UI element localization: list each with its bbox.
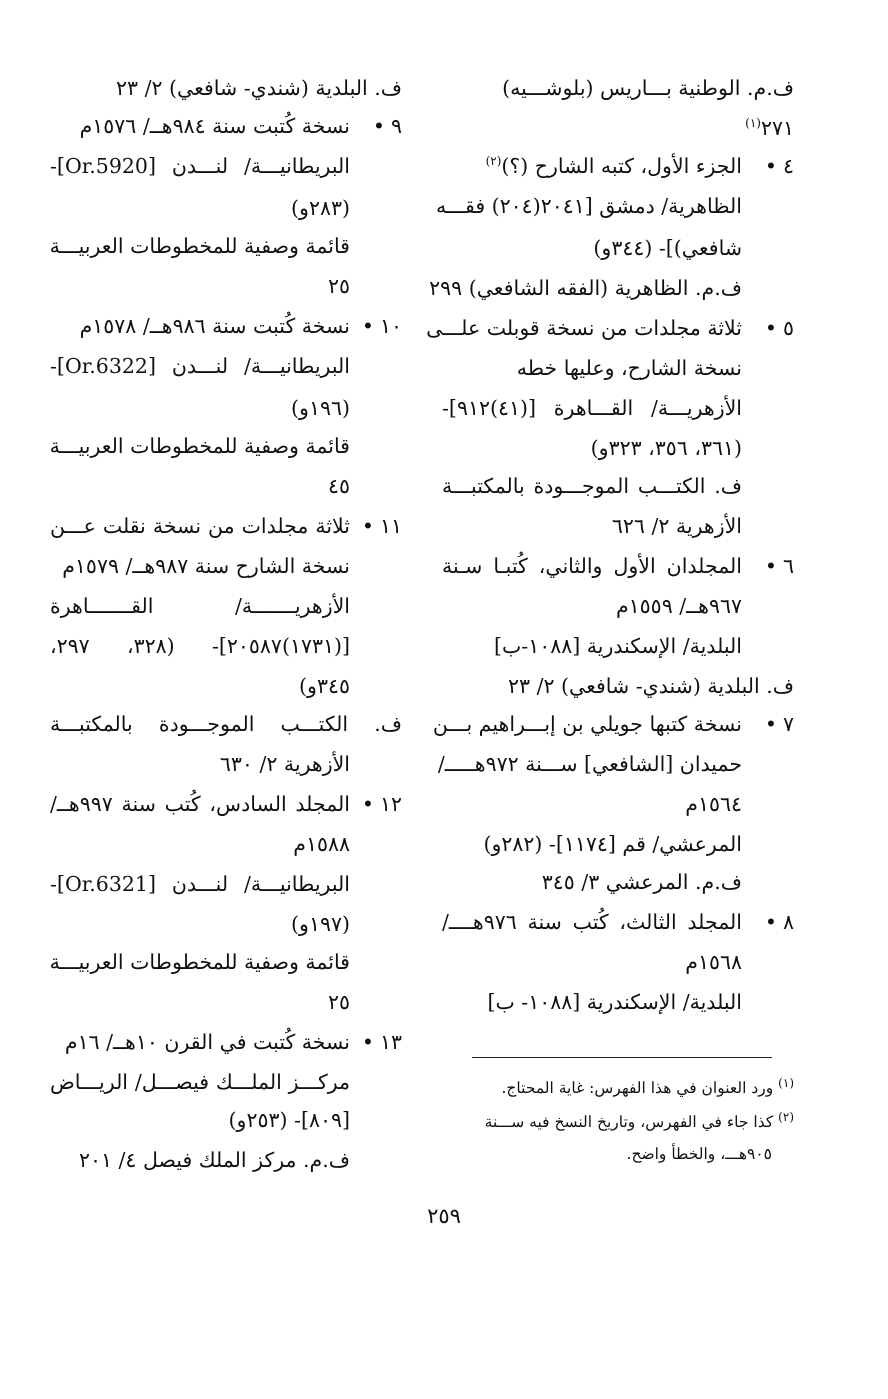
entry-number: ٧ (782, 712, 794, 736)
entry-5-line-1 (426, 308, 794, 348)
entry-8-line-1 (442, 902, 794, 942)
bullet-icon: • (764, 316, 777, 340)
entry-10-line-1 (50, 306, 402, 346)
reference-page: ٢٧١ (760, 116, 794, 140)
catalog-page-ref: ٢٥ (327, 990, 350, 1014)
entry-12-line-1 (50, 784, 402, 824)
entry-description: نسخة الشارح سنة ٩٨٧هــ/ ١٥٧٩م (62, 554, 350, 578)
entry-title: نسخة كُتبت في القرن ١٠هــ/ ١٦م (64, 1030, 350, 1054)
entry-number: ١٢ (379, 792, 402, 816)
library-shelfmark: الظاهرية/ دمشق [٢٠٤١(٢٠٤) فقـــه (435, 194, 742, 218)
entry-date: ١٥٨٨م (293, 832, 350, 856)
entry-title: نسخة كُتبت سنة ٩٨٦هــ/ ١٥٧٨م (79, 314, 350, 338)
footnote-marker: (١) (778, 1075, 794, 1090)
catalog-reference (442, 68, 794, 108)
folio-range: (٣٦١، ٣٥٦، ٣٢٣و) (590, 436, 742, 460)
entry-date: ١٥٦٨م (685, 950, 742, 974)
folio-range: (١٩٦و) (291, 396, 350, 420)
entry-description: حميدان [الشافعي] ســـنة ٩٧٢هـــــ/ (437, 752, 742, 776)
entry-number: ٦ (782, 554, 794, 578)
footnote-marker: (٢) (778, 1109, 794, 1124)
bullet-icon: • (361, 1030, 374, 1054)
entry-13-line-1 (50, 1022, 402, 1062)
bullet-icon: • (764, 910, 777, 934)
footnote-marker: (٢) (485, 154, 502, 169)
entry-number: ١٣ (379, 1030, 402, 1054)
library-name: مركـــز الملـــك فيصـــل/ الريـــاض (50, 1070, 350, 1094)
entry-11-line-1 (50, 506, 402, 546)
folio-range: (١٩٧و) (291, 912, 350, 936)
bullet-icon: • (764, 154, 777, 178)
entry-title: ثلاثة مجلدات من نسخة نقلت عـــن (50, 514, 350, 538)
bullet-icon: • (361, 314, 374, 338)
footnote-2 (440, 1106, 794, 1138)
bullet-icon: • (764, 712, 777, 736)
entry-heading (442, 146, 742, 186)
library-shelfmark: المرعشي/ قم [١١٧٤]- (٢٨٢و) (483, 832, 742, 856)
catalog-reference: قائمة وصفية للمخطوطات العربيـــة (49, 434, 350, 458)
entry-4-line-1 (442, 146, 794, 186)
entry-9-line-1 (50, 106, 402, 146)
entry-date: ١٥٦٤م (685, 792, 742, 816)
catalog-reference: ف.م. المرعشي ٣/ ٣٤٥ (541, 870, 742, 894)
catalog-reference: قائمة وصفية للمخطوطات العربيـــة (49, 950, 350, 974)
entry-title: ثلاثة مجلدات من نسخة قوبلت علـــى (426, 316, 742, 340)
entry-number: ٥ (782, 316, 794, 340)
entry-number: ١٠ (379, 314, 402, 338)
footnote-2-continued: ٩٠٥هـــ، والخطأ واضح. (626, 1145, 772, 1163)
footnote-divider (472, 1057, 772, 1058)
entry-title: نسخة كتبها جويلي بن إبـــراهيم بـــن (432, 712, 742, 736)
entry-6-line-1 (442, 546, 794, 586)
catalog-reference: ف. الكتـــب الموجـــودة بالمكتبـــة (442, 474, 742, 498)
entry-title: نسخة كُتبت سنة ٩٨٤هــ/ ١٥٧٦م (79, 114, 350, 138)
library-shelfmark: البريطانيـــة/ لنـــدن [Or.6322]- (50, 354, 350, 378)
footnote-1 (440, 1072, 794, 1104)
catalog-reference: ف. البلدية (شندي- شافعي) ٢/ ٢٣ (508, 674, 794, 698)
catalog-reference: ف. الكتـــب الموجـــودة بالمكتبـــة (50, 712, 402, 736)
footnote-text: كذا جاء في الفهرس، وتاريخ النسخ فيه ســـنة (484, 1113, 774, 1131)
library-shelfmark: البلدية/ الإسكندرية [١٠٨٨- ب] (487, 990, 742, 1014)
bullet-icon: • (372, 114, 385, 138)
library-shelfmark: [(١٧٣١)٢٠٥٨٧]- (٣٢٨، ٢٩٧، (50, 634, 350, 658)
entry-title: الجزء الأول، كتبه الشارح (؟) (501, 154, 742, 178)
catalog-page-ref (442, 108, 794, 148)
catalog-reference: ف. البلدية (شندي- شافعي) ٢/ ٢٣ (116, 76, 402, 100)
entry-title: المجلدان الأول والثاني، كُتبـا سـنة (442, 554, 742, 578)
library-shelfmark: البريطانيـــة/ لنـــدن [Or.6321]- (50, 872, 350, 896)
library-name: الأزهريـــــــة/ القـــــــاهرة (50, 594, 350, 618)
catalog-reference: ف.م. مركز الملك فيصل ٤/ ٢٠١ (78, 1148, 350, 1172)
entry-number: ٨ (782, 910, 794, 934)
library-shelfmark: البريطانيـــة/ لنـــدن [Or.5920]- (50, 154, 350, 178)
entry-number: ٤ (782, 154, 794, 178)
entry-number: ١١ (379, 514, 402, 538)
entry-title: المجلد السادس، كُتب سنة ٩٩٧هــ/ (50, 792, 350, 816)
reference-text: ف.م. الوطنية بـــاريس (بلوشـــيه) (502, 76, 794, 100)
entry-title: المجلد الثالث، كُتب سنة ٩٧٦هــــ/ (442, 910, 742, 934)
bullet-icon: • (361, 792, 374, 816)
footnote-marker: (١) (745, 116, 761, 131)
entry-number: ٩ (390, 114, 402, 138)
entry-description: نسخة الشارح، وعليها خطه (516, 356, 742, 380)
catalog-page-ref: ٢٥ (327, 274, 350, 298)
library-shelfmark: الأزهريـــة/ القـــاهرة [(٤١)٩١٢]- (442, 396, 742, 420)
catalog-reference: قائمة وصفية للمخطوطات العربيـــة (49, 234, 350, 258)
folio-range: (٢٨٣و) (291, 196, 350, 220)
library-shelfmark: البلدية/ الإسكندرية [١٠٨٨-ب] (493, 634, 742, 658)
catalog-page-ref: الأزهرية ٢/ ٦٣٠ (219, 752, 350, 776)
folio-range: ٣٤٥و) (299, 674, 350, 698)
page-number: ٢٥٩ (427, 1204, 461, 1228)
folio-range: شافعي)]- (٣٤٤و) (593, 236, 742, 260)
entry-date: ٩٦٧هــ/ ١٥٥٩م (615, 594, 742, 618)
library-shelfmark: [٨٠٩]- (٢٥٣و) (228, 1108, 350, 1132)
catalog-page-ref: ٤٥ (327, 474, 350, 498)
catalog-reference: ف.م. الظاهرية (الفقه الشافعي) ٢٩٩ (429, 276, 742, 300)
footnote-text: ورد العنوان في هذا الفهرس: غاية المحتاج. (501, 1079, 774, 1097)
bullet-icon: • (764, 554, 777, 578)
catalog-page-ref: الأزهرية ٢/ ٦٢٦ (611, 514, 742, 538)
bullet-icon: • (361, 514, 374, 538)
entry-7-line-1 (432, 704, 794, 744)
